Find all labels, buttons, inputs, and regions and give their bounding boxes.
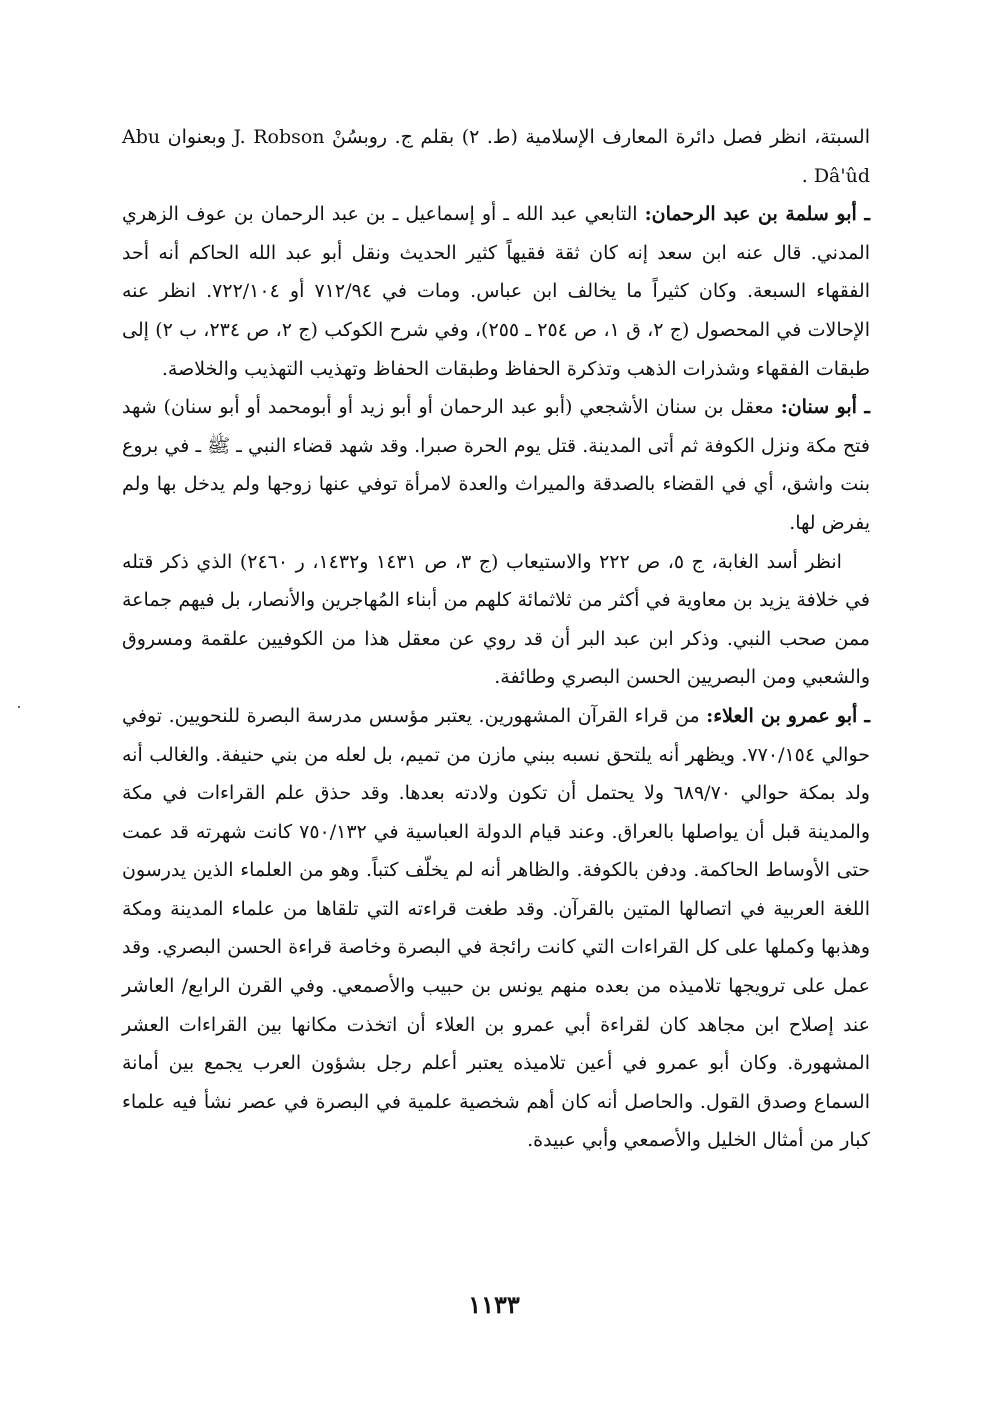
entry-abu-sinan-refs bbox=[122, 543, 870, 697]
margin-mark bbox=[18, 706, 20, 708]
paragraph-continuation bbox=[122, 118, 870, 195]
entry-abu-amr bbox=[122, 697, 870, 1160]
paragraph-text: انظر أسد الغابة، ج ٥، ص ٢٢٢ والاستيعاب (ج ٣، ص ١٤٣١ و١٤٣٢، ر ٢٤٦٠) الذي ذكر قتله في خلافة يزيد بن معاوية في أكثر من ثلاثمائة كلهم من أبناء المُهاجرين والأنصار، بل فيهم جماعة ممن صحب النبي. وذكر ابن عبد البر أن قد روي عن معقل هذا من الكوفيين علقمة ومسروق والشعبي ومن البصريين الحسن البصري وطائفة. bbox=[122, 550, 870, 689]
entry-text: معقل بن سنان الأشجعي (أبو عبد الرحمان أو أبو زيد أو أبومحمد أو أبو سنان) شهد فتح مكة ونزل الكوفة ثم أتى المدينة. قتل يوم الحرة صبرا. وقد شهد قضاء النبي ـ ﷺ ـ في بروع بنت واشق، أي في القضاء بالصدقة والميراث والعدة لامرأة توفي عنها زوجها ولم يدخل بها ولم يفرض لها. bbox=[122, 396, 870, 534]
entry-heading: ـ أبو عمرو بن العلاء: bbox=[706, 704, 870, 727]
page-number: ١١٣٣ bbox=[468, 1290, 520, 1319]
entry-text: التابعي عبد الله ـ أو إسماعيل ـ بن عبد الرحمان بن عوف الزهري المدني. قال عنه ابن سعد إنه كان ثقة فقيهاً كثير الحديث ونقل أبو عبد الله الحاكم أنه أحد الفقهاء السبعة. وكان كثيراً ما يخالف ابن عباس. ومات في ٧١٢/٩٤ أو ٧٢٢/١٠٤. انظر عنه الإحالات في المحصول (ج ٢، ق ١، ص ٢٥٤ ـ ٢٥٥)، وفي شرح الكوكب (ج ٢، ص ٢٣٤، ب ٢) إلى طبقات الفقهاء وشذرات الذهب وتذكرة الحفاظ وطبقات الحفاظ وتهذيب التهذيب والخلاصة. bbox=[122, 203, 871, 380]
entry-abu-sinan bbox=[122, 388, 870, 542]
entry-heading: ـ أبو سلمة بن عبد الرحمان: bbox=[644, 203, 870, 226]
main-text bbox=[122, 118, 870, 1160]
paragraph-text: السبتة، انظر فصل دائرة المعارف الإسلامية (ط. ٢) بقلم ج. روبسُنْ J. Robson وبعنوان Abu Dâ'ûd . bbox=[122, 126, 871, 187]
entry-abu-salama bbox=[122, 195, 870, 388]
entry-heading: ـ أبو سنان: bbox=[780, 396, 870, 419]
entry-text: من قراء القرآن المشهورين. يعتبر مؤسس مدرسة البصرة للنحويين. توفي حوالي ٧٧٠/١٥٤. ويظهر أنه يلتحق نسبه ببني مازن من تميم، بل لعله من بني حنيفة. والغالب أنه ولد بمكة حوالي ٦٨٩/٧٠ ولا يحتمل أن تكون ولادته بعدها. وقد حذق علم القراءات في مكة والمدينة قبل أن يواصلها بالعراق. وعند قيام الدولة العباسية في ٧٥٠/١٣٢ كانت شهرته قد عمت حتى الأوساط الحاكمة. ودفن بالكوفة. والظاهر أنه لم يخلّف كتباً. وهو من العلماء الذين يدرسون اللغة العربية في اتصالها المتين بالقرآن. وقد طغت قراءته التي تلقاها من علماء المدينة ومكة وهذبها وكملها على كل القراءات التي كانت رائجة في البصرة وخاصة قراءة الحسن البصري. وقد عمل على ترويجها تلاميذه من بعده منهم يونس بن حبيب والأصمعي. وفي القرن الرابع/ العاشر عند إصلاح ابن مجاهد كان لقراءة أبي عمرو بن العلاء أن اتخذت مكانها بين القراءات العشر المشهورة. وكان أبو عمرو في أعين تلاميذه يعتبر أعلم رجل بشؤون العرب يجمع بين أمانة السماع وصدق القول. والحاصل أنه كان أهم شخصية علمية في البصرة في عصر نشأ فيه علماء كبار من أمثال الخليل والأصمعي وأبي عبيدة. bbox=[122, 704, 871, 1152]
